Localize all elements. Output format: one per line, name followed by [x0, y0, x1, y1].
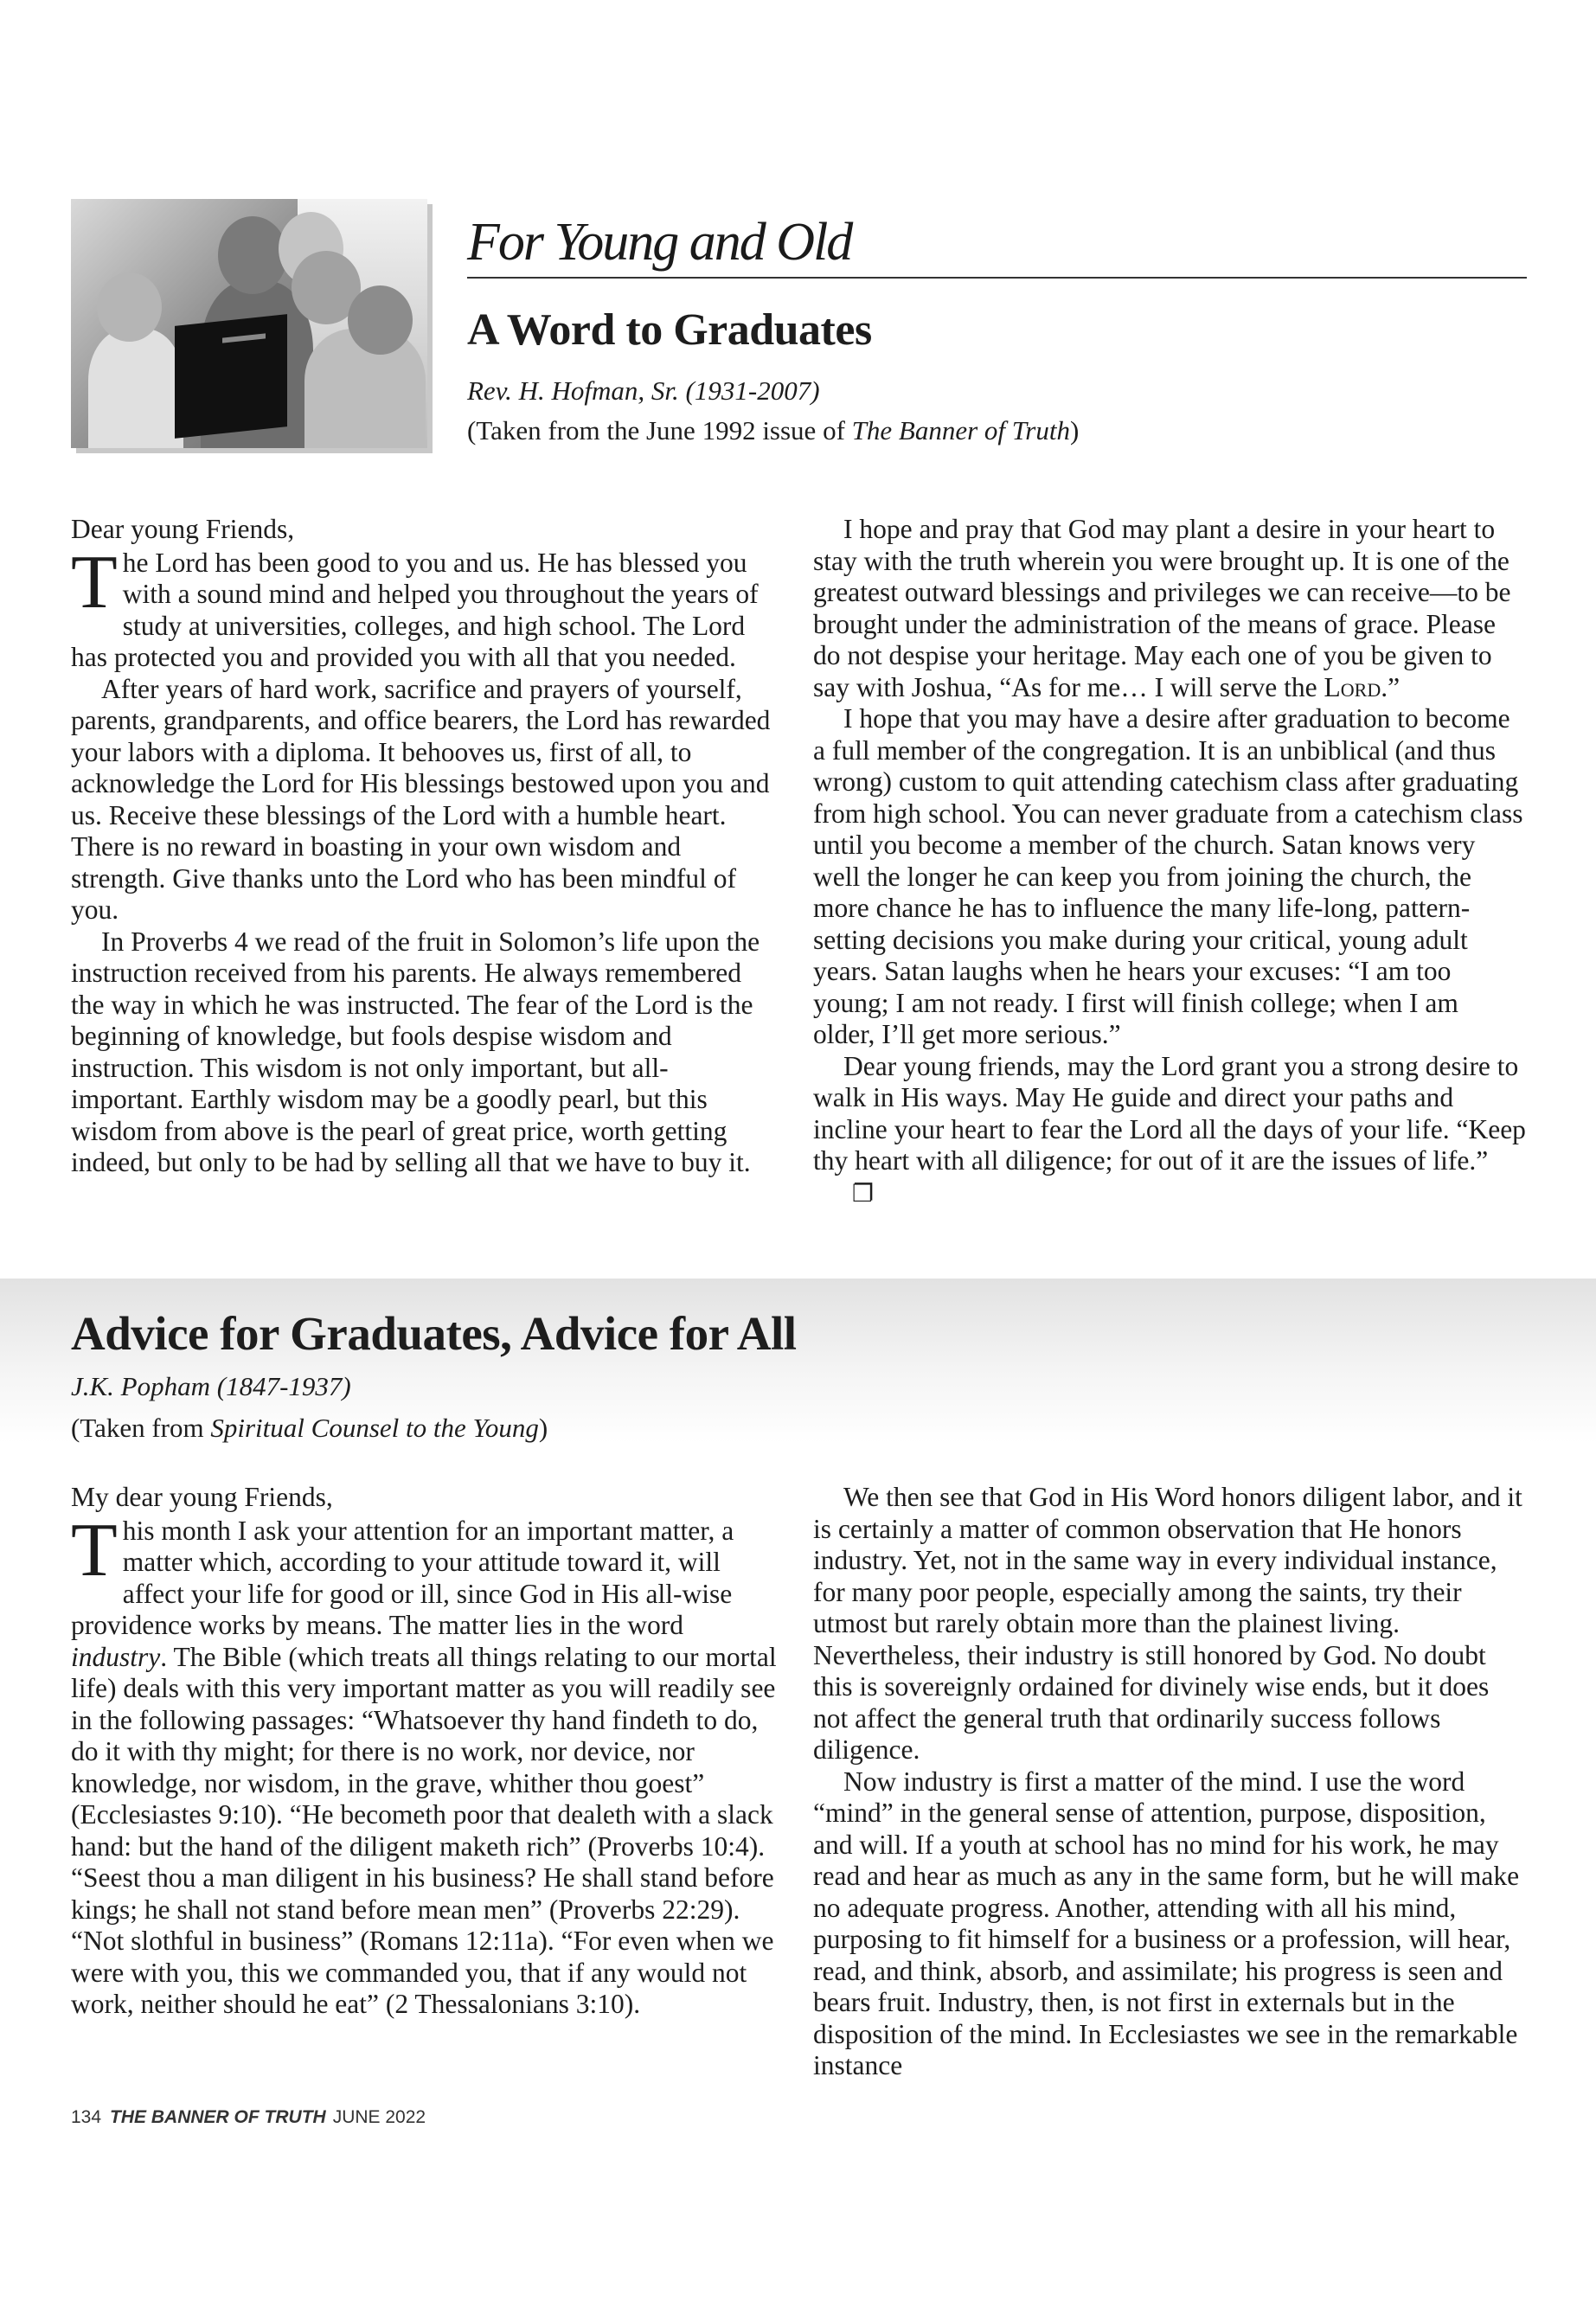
section-heading [467, 208, 1527, 279]
article-1-paragraph-6 [813, 1051, 1527, 1210]
article-2-paragraph-1-text-b: . The Bible (which treats all things relating to our mortal life) deals with this very important matter as you will readily see in the following passages: “Whatsoever thy hand findeth to do, do it with thy might; for there is no work, nor device, nor knowledge, nor wisdom, in the grave, whither thou goest” (Ecclesiastes 9:10). “He becometh poor that dealeth with a slack hand: but the hand of the diligent maketh rich” (Proverbs 10:4). “Seest thou a man diligent in his business? He shall stand before kings; he shall not stand before mean men” (Proverbs 22:29). “Not slothful in business” (Romans 12:11a). “For even when we were with you, this we commanded you, that if any would not work, neither should he eat” (2 Thessalonians 3:10). [71, 1641, 777, 2019]
article-1-title: A Word to Graduates [467, 305, 872, 355]
section-heading-text: For Young and Old [467, 213, 860, 272]
article-2-title: Advice for Graduates, Advice for All [71, 1307, 797, 1360]
article-1-source [467, 415, 1079, 446]
article-2-column-right [813, 1482, 1527, 2082]
article-1-paragraph-4-end: .” [1381, 671, 1401, 702]
article-2-paragraph-1-text-a: his month I ask your attention for an important matter, a matter which, according to your attitude toward it, will affect your life for good or ill, since God in His all-wise providence works by means. The matter lies in the word [71, 1515, 734, 1640]
article-1-paragraph-4-text: I hope and pray that God may plant a desire in your heart to stay with the truth wherein you were brought up. It is one of the greatest outward blessings and privileges we can receive—to be brought under the administration of the means of grace. Please do not despise your heritage. May each one of you be given to say with Joshua, “As for me… I will serve the [813, 514, 1511, 702]
article-2-author: J.K. Popham (1847-1937) [71, 1371, 351, 1401]
article-1-paragraph-1 [71, 540, 773, 674]
family-reading-photo [71, 199, 427, 448]
article-2-salutation: My dear young Friends, [71, 1482, 333, 1512]
article-2-dropcap: T [71, 1508, 118, 1593]
article-1-column-right [813, 514, 1527, 1209]
photo-figure-girl [88, 329, 183, 448]
article-1-paragraph-5: I hope that you may have a desire after graduation to become a full member of the congregation. It is an unbiblical (and thus wrong) custom to quit attending catechism class after graduating from high school. You can never graduate from a catechism class until you become a member of the church. Satan knows very well the longer he can keep you from joining the church, the more chance he has to influence the many life-long, pattern-setting decisions you make during your critical, young adult years. Satan laughs when he hears your excuses: “I am too young; I am not ready. I first will finish college; when I am older, I’ll get more serious.” [813, 703, 1523, 1049]
article-2-paragraph-2: We then see that God in His Word honors diligent labor, and it is certainly a matter of common observation that He honors industry. Yet, not in the same way in every individual instance, for many poor people, especially among the saints, try their utmost but rarely obtain more than the plainest living. Nevertheless, their industry is still honored by God. No doubt this is sovereignly ordained for divinely wise ends, but it does not affect the general truth that ordinarily success follows diligence. [813, 1482, 1522, 1765]
page-number: 134 [71, 2107, 102, 2127]
article-1-lord-smallcaps: Lord [1324, 671, 1381, 702]
article-2-source [71, 1413, 548, 1444]
page-footer [71, 2107, 426, 2128]
article-1-source-publication: The Banner of Truth [851, 415, 1070, 445]
article-2-source-suffix: ) [538, 1413, 548, 1443]
article-2-industry-italic: industry [71, 1641, 161, 1672]
photo-figure-father-head [218, 216, 287, 294]
article-1-column-left [71, 514, 773, 1179]
article-1-paragraph-1-text: he Lord has been good to you and us. He has blessed you with a sound mind and helped you throughout the years of study at universities, colleges, and high school. The Lord has protected you and provided you with all that you needed. [71, 547, 759, 672]
article-2-source-book: Spiritual Counsel to the Young [210, 1413, 539, 1443]
footer-publication: THE BANNER OF TRUTH [110, 2107, 326, 2127]
article-1-paragraph-3: In Proverbs 4 we read of the fruit in Solomon’s life upon the instruction received from his parents. He always remembered the way in which he was instructed. The fear of the Lord is the beginning of knowledge, but fools despise wisdom and instruction. This wisdom is not only important, but all-important. Earthly wisdom may be a goodly pearl, but this wisdom from above is the pearl of great price, worth getting indeed, but only to be had by selling all that we have to buy it. [71, 926, 760, 1177]
article-1-author: Rev. H. Hofman, Sr. (1931-2007) [467, 375, 820, 406]
end-of-article-icon: ❐ [852, 1178, 875, 1208]
article-2-paragraph-1 [71, 1508, 780, 2021]
photo-figure-boy2-head [348, 285, 413, 355]
article-1-paragraph-6-text: Dear young friends, may the Lord grant you a strong desire to walk in His ways. May He guide and direct your paths and incline your heart to fear the Lord all the days of your life. “Keep thy heart with all diligence; for out of it are the issues of life.” [813, 1050, 1526, 1176]
article-1-salutation: Dear young Friends, [71, 514, 295, 544]
article-2-column-left [71, 1482, 780, 2021]
article-1-dropcap: T [71, 540, 118, 625]
article-2-source-prefix: (Taken from [71, 1413, 211, 1443]
article-2-paragraph-3: Now industry is first a matter of the mind. I use the word “mind” in the general sense of attention, purpose, disposition, and will. If a youth at school has no mind for his work, he may read and hear as much as any in the same form, but he will make no adequate progress. Another, attending with all his mind, purposing to fit himself for a business or a profession, will hear, read, and think, absorb, and assimilate; his progress is seen and bears fruit. Industry, then, is not first in externals but in the disposition of the mind. In Ecclesiastes we see in the remarkable instance [813, 1766, 1520, 2080]
article-1-paragraph-4 [813, 514, 1527, 703]
photo-figure-girl-head [97, 272, 162, 342]
photo-bible [175, 314, 287, 439]
article-1-paragraph-2: After years of hard work, sacrifice and prayers of yourself, parents, grandparents, and office bearers, the Lord has rewarded your labors with a diploma. It behooves us, first of all, to acknowledge the Lord for His blessings bestowed upon you and us. Receive these blessings of the Lord with a humble heart. There is no reward in boasting in your own wisdom and strength. Give thanks unto the Lord who has been mindful of you. [71, 673, 771, 925]
article-1-source-suffix: ) [1070, 415, 1080, 445]
footer-issue: JUNE 2022 [332, 2107, 426, 2127]
article-1-source-prefix: (Taken from the June 1992 issue of [467, 415, 852, 445]
